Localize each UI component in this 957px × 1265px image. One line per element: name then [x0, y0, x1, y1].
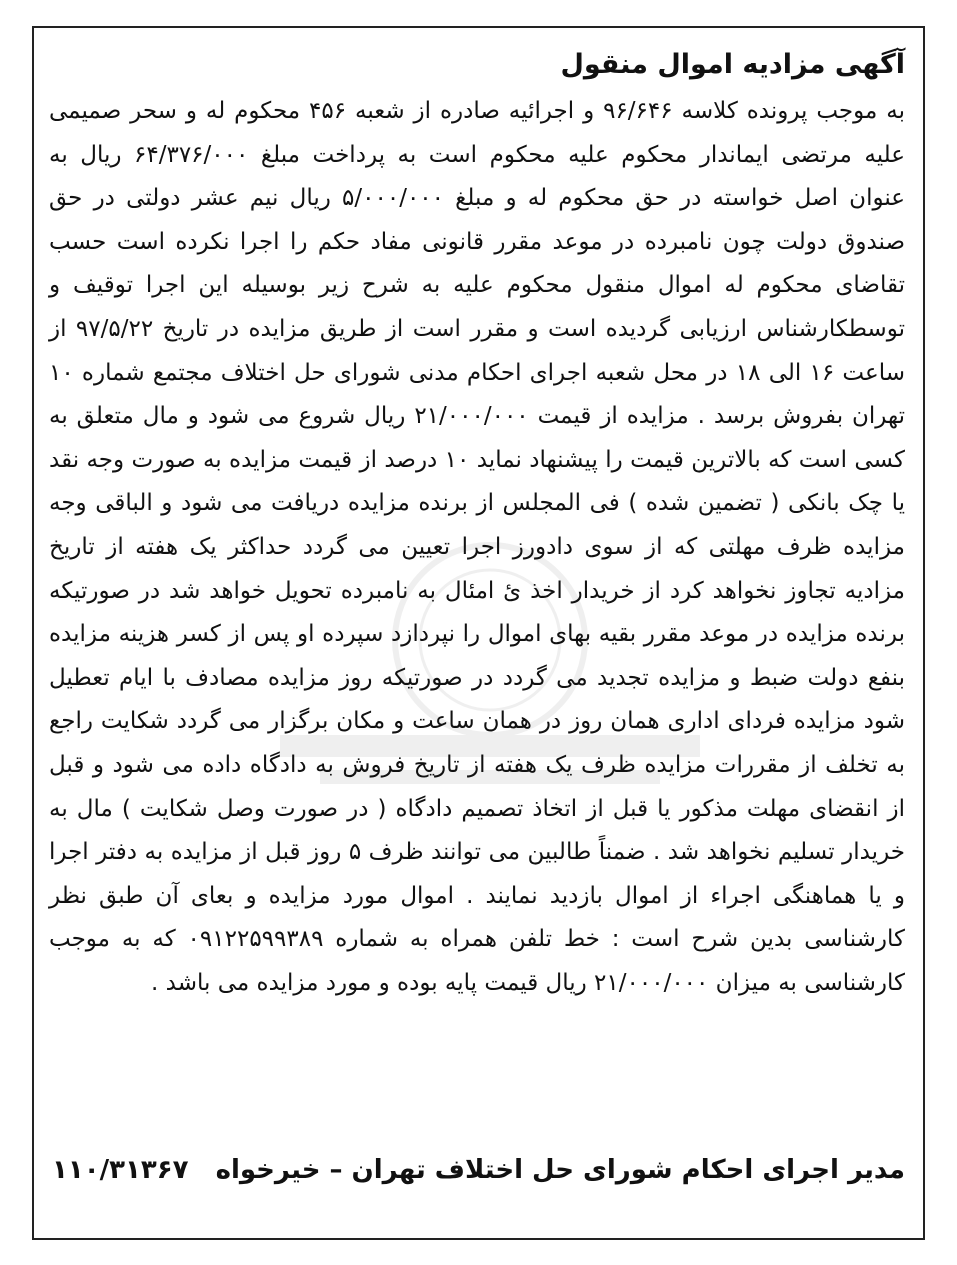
signature-line: مدیر اجرای احکام شورای حل اختلاف تهران – خیرخواه [215, 1155, 905, 1185]
notice-body: به موجب پرونده کلاسه ۹۶/۶۴۶ و اجرائیه صادره از شعبه ۴۵۶ محکوم له و سحر صمیمی علیه مرتضی ایماندار محکوم علیه محکوم است به پرداخت مبلغ ۶۴/۳۷۶/۰۰۰ ریال به عنوان اصل خواسته در حق محکوم له و مبلغ ۵/۰۰۰/۰۰۰ ریال نیم عشر دولتی در حق صندوق دولت چون نامبرده در موعد مقرر قانونی مفاد حکم را اجرا نکرده است حسب تقاضای محکوم له اموال منقول محکوم علیه به شرح زیر بوسیله این اجرا توقیف و توسطکارشناس ارزیابی گردیده است و مقرر است از طریق مزایده در تاریخ ۹۷/۵/۲۲ از ساعت ۱۶ الی ۱۸ در محل شعبه اجرای احکام مدنی شورای حل اختلاف مجتمع شماره ۱۰ تهران بفروش برسد . مزایده از قیمت ۲۱/۰۰۰/۰۰۰ ریال شروع می شود و مال متعلق به کسی است که بالاترین قیمت را پیشنهاد نماید ۱۰ درصد از قیمت مزایده به صورت وجه نقد یا چک بانکی ( تضمین شده ) فی المجلس از برنده مزایده دریافت می شود و الباقی وجه مزایده ظرف مهلتی که از سوی دادورز اجرا تعیین می گردد حداکثر یک هفته از تاریخ مزادیه تجاوز نخواهد کرد از خریدار اخذ ئ امئال به نامبرده تحویل خواهد شد در صورتیکه برنده مزایده در موعد مقرر بقیه بهای اموال را نپردازد سپرده او پس از کسر هزینه مزایده بنفع دولت ضبط و مزایده تجدید می گردد در صورتیکه روز مزایده مصادف با ایام تعطیل شود مزایده فردای اداری همان روز در همان ساعت و مکان برگزار می گردد شکایت راجع به تخلف از مقررات مزایده ظرف یک هفته از تاریخ فروش به دادگاه داده می شود و قبل از انقضای مهلت مذکور یا قبل از اتخاذ تصمیم دادگاه ( در صورت وصل شکایت ) مال به خریدار تسلیم نخواهد شد . ضمناً طالبین می توانند ظرف ۵ روز قبل از مزایده به دفتر اجرا و یا هماهنگی اجراء از اموال بازدید نمایند . اموال مورد مزایده و بعای آن طبق نظر کارشناسی بدین شرح است : خط تلفن همراه به شماره ۰۹۱۲۲۵۹۹۳۸۹ که به موجب کارشناسی به میزان ۲۱/۰۰۰/۰۰۰ ریال قیمت پایه بوده و مورد مزایده می باشد . [49, 98, 906, 996]
notice-footer [52, 1148, 905, 1192]
notice-title: آگهی مزادیه اموال منقول [560, 49, 905, 80]
ad-number: ۱۱۰/۳۱۳۶۷ [52, 1155, 189, 1185]
